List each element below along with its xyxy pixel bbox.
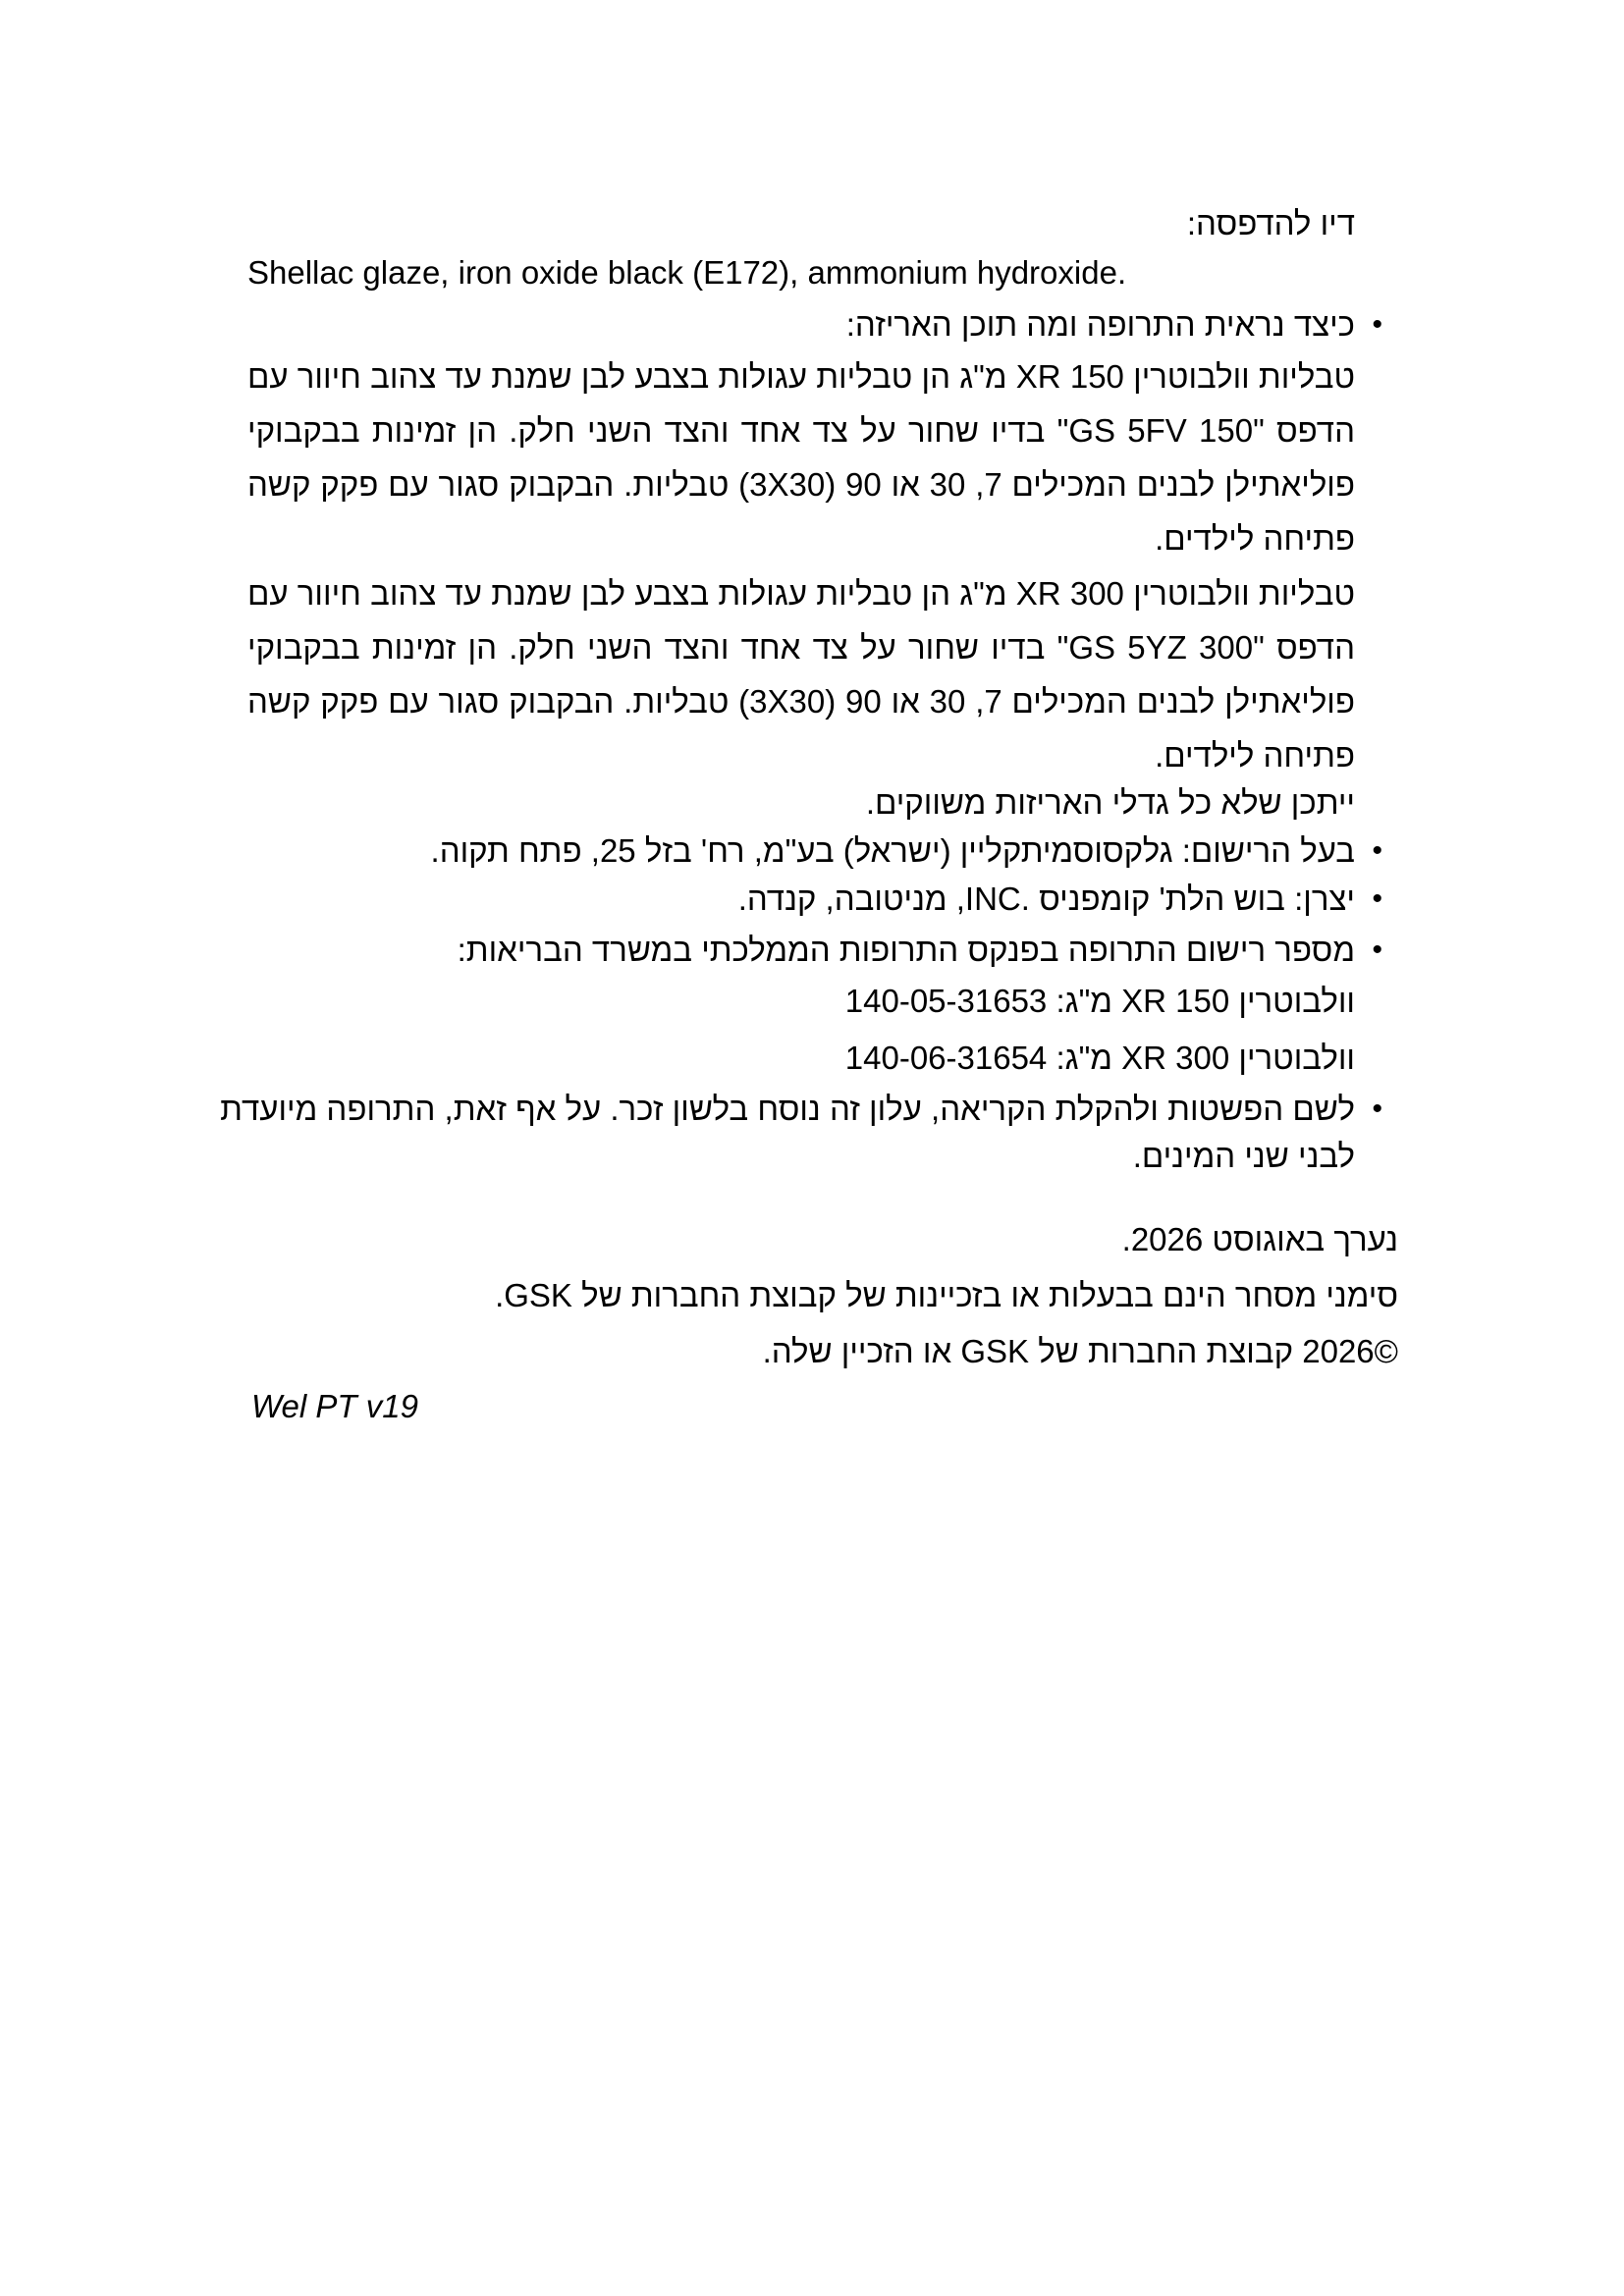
xr300-description-line: הדפס "GS 5YZ 300" בדיו שחור על צד אחד והצד השני חלק. הן זמינות בבקבוקי: [247, 629, 1355, 666]
gender-note-line: לבני שני המינים.: [1132, 1138, 1355, 1174]
revision-date: נערך באוגוסט 2026.: [1121, 1221, 1398, 1257]
version-code: Wel PT v19: [251, 1388, 418, 1424]
copyright-notice: ©2026 קבוצת החברות של GSK או הזכיין שלה.: [762, 1333, 1398, 1369]
trademark-notice: סימני מסחר הינם בבעלות או בזכיינות של קבוצת החברות של GSK.: [495, 1277, 1398, 1313]
gender-note-line: לשם הפשטות ולהקלת הקריאה, עלון זה נוסח בלשון זכר. על אף זאת, התרופה מיועדת: [220, 1091, 1355, 1127]
ink-ingredients: Shellac glaze, iron oxide black (E172), ammonium hydroxide.: [247, 254, 1127, 291]
bullet-icon: •: [1372, 1093, 1382, 1125]
bullet-icon: •: [1372, 934, 1382, 966]
ink-heading: דיו להדפסה:: [1186, 205, 1355, 241]
xr300-description-line: פוליאתילן לבנים המכילים 7, 30 או 90 (3X30) טבליות. הבקבוק סגור עם פקק קשה: [247, 683, 1355, 720]
bullet-icon: •: [1372, 308, 1382, 341]
xr150-description-line: הדפס "GS 5FV 150" בדיו שחור על צד אחד והצד השני חלק. הן זמינות בבקבוקי: [247, 412, 1355, 449]
bullet-icon: •: [1372, 882, 1382, 915]
bullet-icon: •: [1372, 834, 1382, 867]
registration-number-xr150: וולבוטרין XR 150 מ"ג: 140-05-31653: [844, 983, 1355, 1019]
xr300-description-line: טבליות וולבוטרין XR 300 מ"ג הן טבליות עגולות בצבע לבן שמנת עד צהוב חיוור עם: [247, 575, 1355, 612]
xr150-description-line: פתיחה לילדים.: [1155, 520, 1355, 557]
registration-numbers-heading: מספר רישום התרופה בפנקס התרופות הממלכתי במשרד הבריאות:: [457, 932, 1355, 968]
xr150-description-line: טבליות וולבוטרין XR 150 מ"ג הן טבליות עגולות בצבע לבן שמנת עד צהוב חיוור עם: [247, 358, 1355, 395]
xr150-description-line: פוליאתילן לבנים המכילים 7, 30 או 90 (3X30) טבליות. הבקבוק סגור עם פקק קשה: [247, 466, 1355, 503]
registration-number-xr300: וולבוטרין XR 300 מ"ג: 140-06-31654: [844, 1040, 1355, 1076]
appearance-heading: כיצד נראית התרופה ומה תוכן האריזה:: [845, 306, 1355, 343]
manufacturer: יצרן: בוש הלת' קומפניס .INC, מניטובה, קנדה.: [737, 881, 1355, 917]
xr300-description-line: פתיחה לילדים.: [1155, 737, 1355, 774]
pack-size-note: ייתכן שלא כל גדלי האריזות משווקים.: [865, 784, 1355, 821]
registration-holder: בעל הרישום: גלקסוסמיתקליין (ישראל) בע"מ, רח' בזל 25, פתח תקוה.: [430, 832, 1355, 869]
